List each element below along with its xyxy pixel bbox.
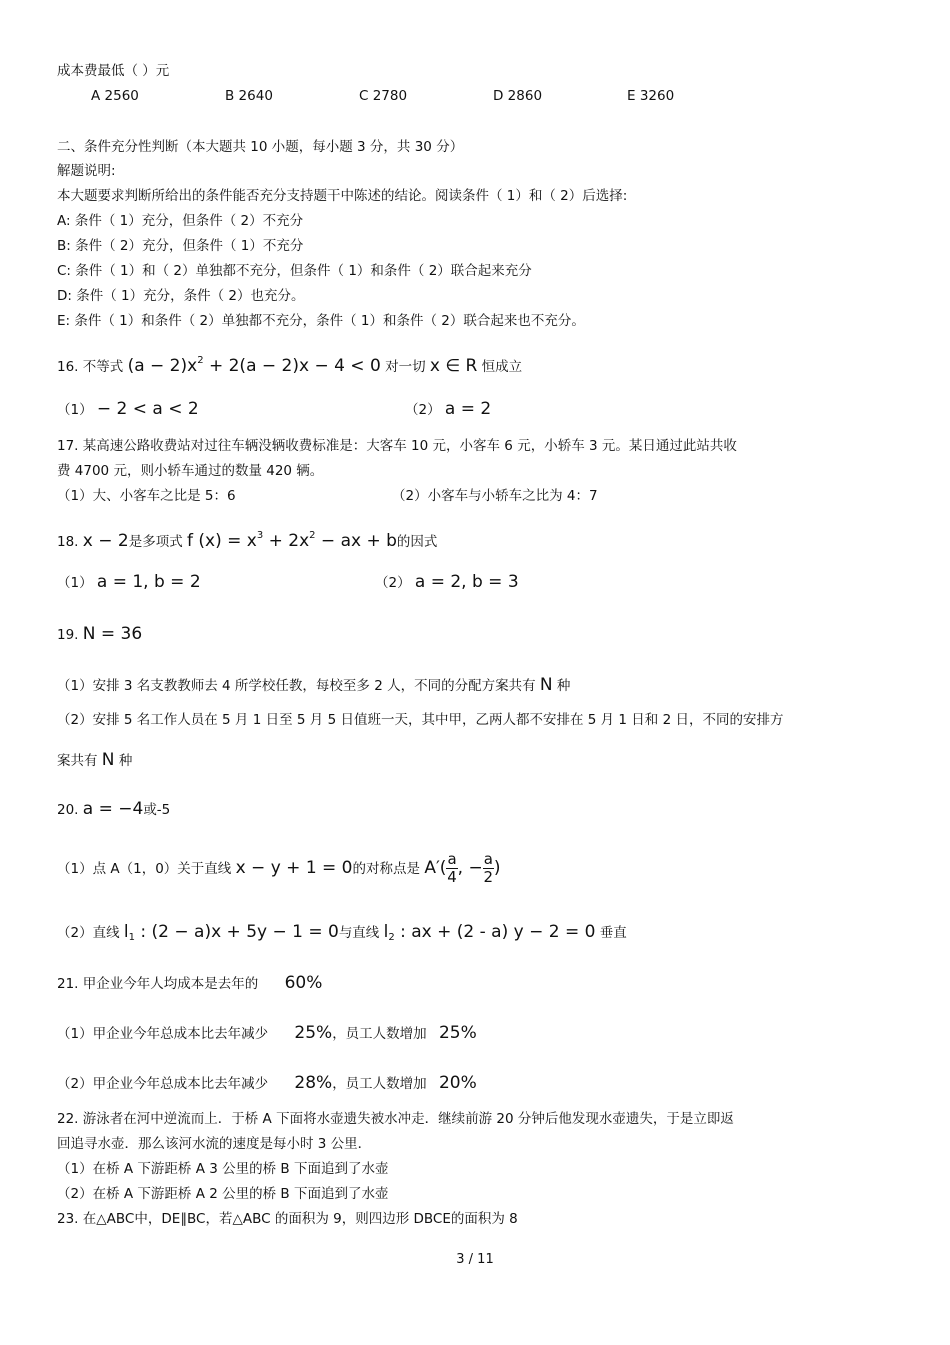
q21-label: 21. 甲企业今年人均成本是去年的 xyxy=(57,976,259,992)
q20-frac1-num: a xyxy=(447,849,457,868)
q16-var: x ∈ R xyxy=(429,356,478,376)
q20-tail: 或-5 xyxy=(143,802,171,818)
q18-cond2-expr: a = 2, b = 3 xyxy=(414,572,519,592)
q20-cond2-tail: 垂直 xyxy=(599,925,627,941)
q19-cond2-line2 xyxy=(57,747,132,774)
q16-expr-a: (a − 2)x xyxy=(127,356,198,376)
q20-cond1-mid: 的对称点是 xyxy=(352,861,421,877)
q18-cond2 xyxy=(375,568,519,597)
q15-option-a: A 2560 xyxy=(91,88,139,104)
q16-expr xyxy=(128,356,381,376)
q18-poly-a: f (x) = x xyxy=(187,531,257,551)
q16-cond1 xyxy=(57,396,199,423)
q20-l2-eq: : ax + (2 - a) y − 2 = 0 xyxy=(394,922,596,942)
q18-stem xyxy=(57,522,437,556)
q17-line1: 17. 某高速公路收费站对过往车辆没辆收费标准是：大客车 10 元，小客车 6 元，小轿车 3 元。某日通过此站共收 xyxy=(57,438,737,454)
q18-mid: 是多项式 xyxy=(128,534,183,550)
q20-cond1 xyxy=(57,848,501,889)
q20-point-sep: , − xyxy=(457,858,483,878)
section2-intro-label: 解题说明: xyxy=(57,163,116,179)
q19-stem xyxy=(57,620,142,649)
q21-stem xyxy=(57,970,322,997)
q19-cond1-text: （1）安排 3 名支教教师去 4 所学校任教，每校至多 2 人，不同的分配方案共有 xyxy=(57,678,536,694)
q20-l2-sub: 2 xyxy=(388,932,395,943)
q20-point-open: A′( xyxy=(424,858,447,878)
q19-label: 19. xyxy=(57,627,79,643)
q16-expr-b: + 2(a − 2)x − 4 < 0 xyxy=(203,356,381,376)
q16-label: 16. 不等式 xyxy=(57,359,124,375)
q20-line1 xyxy=(124,922,339,942)
q18-poly xyxy=(187,531,397,551)
q21-cond2-mid: ，员工人数增加 xyxy=(332,1076,427,1092)
q20-cond1-text: （1）点 A（1，0）关于直线 xyxy=(57,861,232,877)
q18-cond1-label: （1） xyxy=(57,575,93,591)
q18-tail: 的因式 xyxy=(396,534,438,550)
q16-stem xyxy=(57,347,522,381)
q21-cond2-text: （2）甲企业今年总成本比去年减少 xyxy=(57,1076,269,1092)
q16-cond2-expr: a = 2 xyxy=(444,399,492,419)
q22-line2: 回追寻水壶．那么该河水流的速度是每小时 3 公里． xyxy=(57,1136,372,1152)
q18-factor: x − 2 xyxy=(82,531,129,551)
q18-exp2: 2 xyxy=(309,530,316,541)
q20-stem xyxy=(57,796,170,823)
q20-cond1-point xyxy=(424,849,501,886)
q20-cond2-mid: 与直线 xyxy=(338,925,380,941)
q17-cond2: （2）小客车与小轿车之比为 4：7 xyxy=(392,488,598,504)
q16-tail2: 恒成立 xyxy=(481,359,523,375)
q20-l2: l xyxy=(383,922,389,942)
q20-cond2 xyxy=(57,918,627,952)
page-number: 3 / 11 xyxy=(456,1252,494,1267)
choice-b: B: 条件（ 2）充分，但条件（ 1）不充分 xyxy=(57,238,304,254)
q15-option-d: D 2860 xyxy=(493,88,543,104)
q17-line2: 费 4700 元，则小轿车通过的数量 420 辆。 xyxy=(57,463,324,479)
q17-cond1: （1）大、小客车之比是 5：6 xyxy=(57,488,236,504)
q18-poly-c: − ax + b xyxy=(315,531,397,551)
q19-cond2-tail: 种 xyxy=(118,753,133,769)
q23-line1: 23. 在△ABC中，DE∥BC，若△ABC 的面积为 9，则四边形 DBCE的面积为 8 xyxy=(57,1211,518,1227)
q19-cond2-line1: （2）安排 5 名工作人员在 5 月 1 日至 5 月 5 日值班一天，其中甲，乙两人都不安排在 5 月 1 日和 2 日，不同的安排方 xyxy=(57,712,784,728)
q20-expr: a = −4 xyxy=(82,799,144,819)
q19-expr: N = 36 xyxy=(82,624,143,644)
q19-cond2-text: 案共有 xyxy=(57,753,98,769)
choice-d: D: 条件（ 1）充分，条件（ 2）也充分。 xyxy=(57,288,305,304)
q21-cond1 xyxy=(57,1020,477,1047)
q18-poly-b: + 2x xyxy=(263,531,310,551)
q16-cond2-label: （2） xyxy=(405,402,441,418)
q19-cond1-n: N xyxy=(539,675,553,695)
q18-exp3: 3 xyxy=(256,530,264,541)
q20-line2 xyxy=(384,922,596,942)
q16-cond1-label: （1） xyxy=(57,402,93,418)
q20-cond1-line: x − y + 1 = 0 xyxy=(235,858,353,878)
q18-cond1-expr: a = 1, b = 2 xyxy=(96,572,201,592)
q20-l1-sub: 1 xyxy=(128,932,135,943)
q21-cond2-v1: 28% xyxy=(294,1073,333,1093)
q20-frac2-num: a xyxy=(483,849,493,868)
q20-frac2-den: 2 xyxy=(483,867,494,886)
q21-cond2 xyxy=(57,1070,477,1097)
q20-l1-eq: : (2 − a)x + 5y − 1 = 0 xyxy=(135,922,339,942)
q15-option-b: B 2640 xyxy=(225,88,273,104)
choice-e: E: 条件（ 1）和条件（ 2）单独都不充分，条件（ 1）和条件（ 2）联合起来也不充分。 xyxy=(57,313,585,329)
q16-cond2 xyxy=(405,396,491,423)
q21-val: 60% xyxy=(284,973,323,993)
q19-cond1-tail: 种 xyxy=(556,678,571,694)
q22-line1: 22. 游泳者在河中逆流而上．于桥 A 下面将水壶遗失被水冲走．继续前游 20 分钟后他发现水壶遗失，于是立即返 xyxy=(57,1111,734,1127)
section2-title: 二、条件充分性判断（本大题共 10 小题，每小题 3 分，共 30 分） xyxy=(57,139,464,155)
section2-intro-text: 本大题要求判断所给出的条件能否充分支持题干中陈述的结论。阅读条件（ 1）和（ 2）后选择: xyxy=(57,188,628,204)
q22-cond1: （1）在桥 A 下游距桥 A 3 公里的桥 B 下面追到了水壶 xyxy=(57,1161,389,1177)
q19-cond1 xyxy=(57,672,570,699)
q21-cond2-v2: 20% xyxy=(438,1073,477,1093)
choice-a: A: 条件（ 1）充分，但条件（ 2）不充分 xyxy=(57,213,304,229)
q21-cond1-mid: ，员工人数增加 xyxy=(332,1026,427,1042)
q20-frac2 xyxy=(483,851,494,886)
q21-cond1-v2: 25% xyxy=(438,1023,477,1043)
q18-label: 18. xyxy=(57,534,79,550)
q16-exp: 2 xyxy=(197,355,204,366)
q20-point-close: ) xyxy=(493,858,501,878)
q16-cond1-expr: − 2 < a < 2 xyxy=(96,399,199,419)
q15-option-c: C 2780 xyxy=(359,88,408,104)
q15-option-e: E 3260 xyxy=(627,88,675,104)
q16-tail1: 对一切 xyxy=(385,359,426,375)
q15-tail: 成本费最低（ ）元 xyxy=(57,63,170,79)
q19-cond2-n: N xyxy=(101,750,115,770)
q18-cond2-label: （2） xyxy=(375,575,411,591)
q22-cond2: （2）在桥 A 下游距桥 A 2 公里的桥 B 下面追到了水壶 xyxy=(57,1186,389,1202)
q20-l1: l xyxy=(123,922,129,942)
q20-label: 20. xyxy=(57,802,79,818)
q21-cond1-text: （1）甲企业今年总成本比去年减少 xyxy=(57,1026,269,1042)
choice-c: C: 条件（ 1）和（ 2）单独都不充分，但条件（ 1）和条件（ 2）联合起来充分 xyxy=(57,263,532,279)
q18-cond1 xyxy=(57,568,201,597)
q20-cond2-text: （2）直线 xyxy=(57,925,120,941)
q21-cond1-v1: 25% xyxy=(294,1023,333,1043)
q20-frac1-den: 4 xyxy=(447,867,457,886)
q20-frac1 xyxy=(446,851,457,886)
